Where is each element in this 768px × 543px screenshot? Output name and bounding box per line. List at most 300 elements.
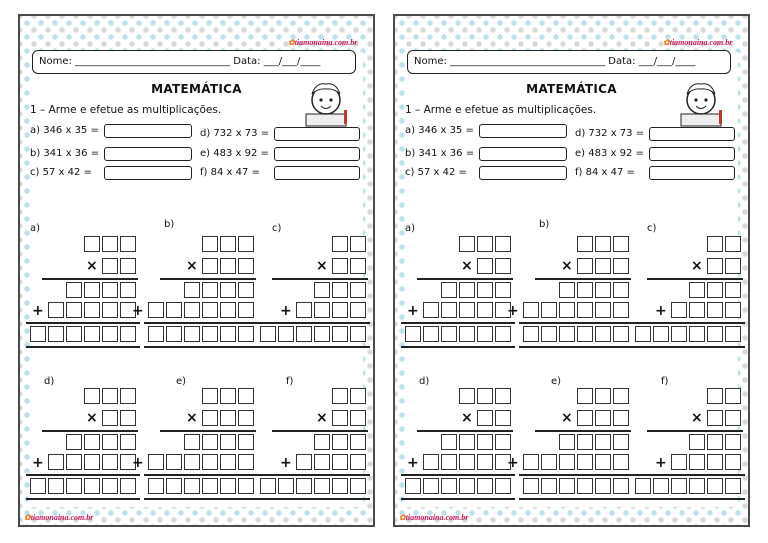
digit-cell[interactable] xyxy=(120,258,136,274)
digit-cell[interactable] xyxy=(541,326,557,342)
grid-label: f) xyxy=(661,376,669,387)
digit-cell[interactable] xyxy=(102,258,118,274)
divider-line xyxy=(26,498,140,500)
digit-cell[interactable] xyxy=(332,434,348,450)
divider-line xyxy=(417,278,513,280)
digit-cell[interactable] xyxy=(559,282,575,298)
digit-cell[interactable] xyxy=(477,454,493,470)
digit-cell[interactable] xyxy=(577,302,593,318)
digit-cell[interactable] xyxy=(495,282,511,298)
digit-cell[interactable] xyxy=(459,454,475,470)
digit-cell[interactable] xyxy=(166,454,182,470)
worksheet-page-right xyxy=(393,14,750,527)
digit-cell[interactable] xyxy=(577,434,593,450)
digit-cell[interactable] xyxy=(238,478,254,494)
digit-cell[interactable] xyxy=(613,236,629,252)
digit-cell[interactable] xyxy=(707,410,723,426)
digit-cell[interactable] xyxy=(332,302,348,318)
digit-cell[interactable] xyxy=(314,454,330,470)
plus-sign: + xyxy=(655,303,667,319)
digit-cell[interactable] xyxy=(707,454,723,470)
digit-cell[interactable] xyxy=(441,478,457,494)
digit-cell[interactable] xyxy=(613,434,629,450)
site-logo-bottom: ✿tiamonaina.com.br xyxy=(399,513,469,522)
site-logo-top: ✿tiamonaina.com.br xyxy=(288,38,358,47)
grid-label: c) xyxy=(647,223,657,234)
digit-cell[interactable] xyxy=(350,388,366,404)
digit-cell[interactable] xyxy=(102,282,118,298)
digit-cell[interactable] xyxy=(595,302,611,318)
digit-cell[interactable] xyxy=(725,434,741,450)
digit-cell[interactable] xyxy=(423,326,439,342)
plus-sign: + xyxy=(407,303,419,319)
digit-cell[interactable] xyxy=(477,236,493,252)
digit-cell[interactable] xyxy=(523,478,539,494)
divider-line xyxy=(144,498,258,500)
divider-line xyxy=(256,474,370,476)
plus-sign: + xyxy=(407,455,419,471)
digit-cell[interactable] xyxy=(459,326,475,342)
digit-cell[interactable] xyxy=(595,478,611,494)
digit-cell[interactable] xyxy=(707,236,723,252)
digit-cell[interactable] xyxy=(495,236,511,252)
digit-cell[interactable] xyxy=(441,282,457,298)
digit-cell[interactable] xyxy=(350,454,366,470)
digit-cell[interactable] xyxy=(559,326,575,342)
digit-cell[interactable] xyxy=(653,478,669,494)
digit-cell[interactable] xyxy=(350,326,366,342)
problem-a: a) 346 x 35 = xyxy=(30,125,99,136)
digit-cell[interactable] xyxy=(220,258,236,274)
digit-cell[interactable] xyxy=(220,434,236,450)
digit-cell[interactable] xyxy=(477,258,493,274)
digit-cell[interactable] xyxy=(459,302,475,318)
answer-box-b[interactable] xyxy=(104,147,192,161)
digit-cell[interactable] xyxy=(595,258,611,274)
digit-cell[interactable] xyxy=(120,478,136,494)
digit-cell[interactable] xyxy=(332,388,348,404)
digit-cell[interactable] xyxy=(120,282,136,298)
digit-cell[interactable] xyxy=(613,282,629,298)
problem-d: d) 732 x 73 = xyxy=(200,128,270,139)
digit-cell[interactable] xyxy=(541,478,557,494)
digit-cell[interactable] xyxy=(220,478,236,494)
digit-cell[interactable] xyxy=(296,454,312,470)
digit-cell[interactable] xyxy=(332,282,348,298)
grid-label: b) xyxy=(539,219,550,230)
plus-sign: + xyxy=(32,455,44,471)
digit-cell[interactable] xyxy=(595,454,611,470)
digit-cell[interactable] xyxy=(202,258,218,274)
answer-box-d[interactable] xyxy=(274,127,360,141)
divider-line xyxy=(519,322,633,324)
answer-box-b[interactable] xyxy=(479,147,567,161)
digit-cell[interactable] xyxy=(577,478,593,494)
divider-line xyxy=(519,498,633,500)
name-label: Nome: xyxy=(414,56,447,67)
digit-cell[interactable] xyxy=(477,388,493,404)
divider-line xyxy=(144,346,258,348)
digit-cell[interactable] xyxy=(314,282,330,298)
digit-cell[interactable] xyxy=(477,478,493,494)
digit-cell[interactable] xyxy=(30,478,46,494)
digit-cell[interactable] xyxy=(84,302,100,318)
digit-cell[interactable] xyxy=(184,302,200,318)
grid-label: d) xyxy=(44,376,55,387)
digit-cell[interactable] xyxy=(84,478,100,494)
digit-cell[interactable] xyxy=(707,478,723,494)
digit-cell[interactable] xyxy=(148,302,164,318)
digit-cell[interactable] xyxy=(707,302,723,318)
digit-cell[interactable] xyxy=(314,302,330,318)
digit-cell[interactable] xyxy=(48,454,64,470)
digit-cell[interactable] xyxy=(595,410,611,426)
digit-cell[interactable] xyxy=(66,454,82,470)
answer-box-a[interactable] xyxy=(479,124,567,138)
digit-cell[interactable] xyxy=(314,434,330,450)
digit-cell[interactable] xyxy=(202,326,218,342)
divider-line xyxy=(144,474,258,476)
digit-cell[interactable] xyxy=(689,302,705,318)
digit-cell[interactable] xyxy=(296,478,312,494)
digit-cell[interactable] xyxy=(725,282,741,298)
answer-box-f[interactable] xyxy=(274,166,360,180)
digit-cell[interactable] xyxy=(613,478,629,494)
digit-cell[interactable] xyxy=(707,282,723,298)
digit-cell[interactable] xyxy=(120,410,136,426)
digit-cell[interactable] xyxy=(102,388,118,404)
answer-box-c[interactable] xyxy=(104,166,192,180)
digit-cell[interactable] xyxy=(66,326,82,342)
digit-cell[interactable] xyxy=(260,478,276,494)
divider-line xyxy=(256,498,370,500)
digit-cell[interactable] xyxy=(184,434,200,450)
answer-box-e[interactable] xyxy=(649,147,735,161)
digit-cell[interactable] xyxy=(541,302,557,318)
digit-cell[interactable] xyxy=(84,454,100,470)
digit-cell[interactable] xyxy=(477,410,493,426)
digit-cell[interactable] xyxy=(459,478,475,494)
digit-cell[interactable] xyxy=(725,454,741,470)
digit-cell[interactable] xyxy=(314,478,330,494)
divider-line xyxy=(26,474,140,476)
digit-cell[interactable] xyxy=(220,236,236,252)
digit-cell[interactable] xyxy=(220,410,236,426)
digit-cell[interactable] xyxy=(477,434,493,450)
divider-line xyxy=(631,498,745,500)
digit-cell[interactable] xyxy=(495,478,511,494)
digit-cell[interactable] xyxy=(120,388,136,404)
digit-cell[interactable] xyxy=(423,478,439,494)
problem-c: c) 57 x 42 = xyxy=(30,167,92,178)
digit-cell[interactable] xyxy=(148,478,164,494)
digit-cell[interactable] xyxy=(577,326,593,342)
digit-cell[interactable] xyxy=(613,410,629,426)
digit-cell[interactable] xyxy=(332,326,348,342)
digit-cell[interactable] xyxy=(202,410,218,426)
digit-cell[interactable] xyxy=(577,410,593,426)
digit-cell[interactable] xyxy=(202,434,218,450)
digit-cell[interactable] xyxy=(577,258,593,274)
digit-cell[interactable] xyxy=(120,434,136,450)
digit-cell[interactable] xyxy=(523,302,539,318)
digit-cell[interactable] xyxy=(238,454,254,470)
digit-cell[interactable] xyxy=(48,326,64,342)
digit-cell[interactable] xyxy=(202,302,218,318)
digit-cell[interactable] xyxy=(495,410,511,426)
digit-cell[interactable] xyxy=(166,478,182,494)
digit-cell[interactable] xyxy=(441,434,457,450)
digit-cell[interactable] xyxy=(495,434,511,450)
plus-sign: + xyxy=(655,455,667,471)
divider-line xyxy=(272,278,368,280)
grid-label: a) xyxy=(30,223,41,234)
digit-cell[interactable] xyxy=(707,258,723,274)
digit-cell[interactable] xyxy=(405,478,421,494)
digit-cell[interactable] xyxy=(350,258,366,274)
digit-cell[interactable] xyxy=(613,258,629,274)
digit-cell[interactable] xyxy=(350,236,366,252)
digit-cell[interactable] xyxy=(84,236,100,252)
digit-cell[interactable] xyxy=(166,326,182,342)
problem-b: b) 341 x 36 = xyxy=(30,148,100,159)
digit-cell[interactable] xyxy=(220,282,236,298)
digit-cell[interactable] xyxy=(120,236,136,252)
digit-cell[interactable] xyxy=(220,388,236,404)
digit-cell[interactable] xyxy=(671,478,687,494)
digit-cell[interactable] xyxy=(296,326,312,342)
digit-cell[interactable] xyxy=(725,326,741,342)
digit-cell[interactable] xyxy=(238,326,254,342)
digit-cell[interactable] xyxy=(260,326,276,342)
date-line: ___/___/____ xyxy=(638,56,696,67)
digit-cell[interactable] xyxy=(707,388,723,404)
digit-cell[interactable] xyxy=(595,326,611,342)
digit-cell[interactable] xyxy=(559,434,575,450)
digit-cell[interactable] xyxy=(238,258,254,274)
digit-cell[interactable] xyxy=(148,454,164,470)
digit-cell[interactable] xyxy=(238,434,254,450)
digit-cell[interactable] xyxy=(423,454,439,470)
digit-cell[interactable] xyxy=(296,302,312,318)
child-cartoon-icon xyxy=(671,74,731,134)
digit-cell[interactable] xyxy=(441,326,457,342)
digit-cell[interactable] xyxy=(541,454,557,470)
answer-box-c[interactable] xyxy=(479,166,567,180)
divider-line xyxy=(160,430,256,432)
divider-line xyxy=(519,346,633,348)
digit-cell[interactable] xyxy=(613,388,629,404)
digit-cell[interactable] xyxy=(102,302,118,318)
digit-cell[interactable] xyxy=(238,236,254,252)
digit-cell[interactable] xyxy=(102,236,118,252)
digit-cell[interactable] xyxy=(238,388,254,404)
digit-cell[interactable] xyxy=(671,326,687,342)
problem-e: e) 483 x 92 = xyxy=(575,148,644,159)
digit-cell[interactable] xyxy=(595,388,611,404)
digit-cell[interactable] xyxy=(184,326,200,342)
digit-cell[interactable] xyxy=(559,454,575,470)
digit-cell[interactable] xyxy=(48,478,64,494)
digit-cell[interactable] xyxy=(689,478,705,494)
digit-cell[interactable] xyxy=(441,454,457,470)
digit-cell[interactable] xyxy=(102,326,118,342)
digit-cell[interactable] xyxy=(725,258,741,274)
digit-cell[interactable] xyxy=(577,454,593,470)
digit-cell[interactable] xyxy=(84,388,100,404)
digit-cell[interactable] xyxy=(102,478,118,494)
digit-cell[interactable] xyxy=(202,478,218,494)
digit-cell[interactable] xyxy=(689,454,705,470)
digit-cell[interactable] xyxy=(689,326,705,342)
name-line: _______________________________ xyxy=(450,56,606,67)
digit-cell[interactable] xyxy=(635,326,651,342)
digit-cell[interactable] xyxy=(495,388,511,404)
digit-cell[interactable] xyxy=(559,302,575,318)
digit-cell[interactable] xyxy=(707,434,723,450)
digit-cell[interactable] xyxy=(725,478,741,494)
digit-cell[interactable] xyxy=(220,326,236,342)
divider-line xyxy=(401,498,515,500)
digit-cell[interactable] xyxy=(238,282,254,298)
digit-cell[interactable] xyxy=(120,326,136,342)
digit-cell[interactable] xyxy=(314,326,330,342)
digit-cell[interactable] xyxy=(350,434,366,450)
digit-cell[interactable] xyxy=(48,302,64,318)
digit-cell[interactable] xyxy=(707,326,723,342)
problem-b: b) 341 x 36 = xyxy=(405,148,475,159)
grid-label: c) xyxy=(272,223,282,234)
digit-cell[interactable] xyxy=(595,434,611,450)
problem-e: e) 483 x 92 = xyxy=(200,148,269,159)
digit-cell[interactable] xyxy=(595,236,611,252)
digit-cell[interactable] xyxy=(577,282,593,298)
digit-cell[interactable] xyxy=(725,388,741,404)
times-sign: × xyxy=(186,258,198,274)
grid-label: f) xyxy=(286,376,294,387)
digit-cell[interactable] xyxy=(238,302,254,318)
digit-cell[interactable] xyxy=(184,478,200,494)
digit-cell[interactable] xyxy=(350,478,366,494)
answer-box-f[interactable] xyxy=(649,166,735,180)
digit-cell[interactable] xyxy=(405,326,421,342)
digit-cell[interactable] xyxy=(332,410,348,426)
digit-cell[interactable] xyxy=(350,410,366,426)
digit-cell[interactable] xyxy=(495,326,511,342)
digit-cell[interactable] xyxy=(84,326,100,342)
digit-cell[interactable] xyxy=(148,326,164,342)
digit-cell[interactable] xyxy=(66,434,82,450)
digit-cell[interactable] xyxy=(725,236,741,252)
digit-cell[interactable] xyxy=(332,478,348,494)
digit-cell[interactable] xyxy=(689,434,705,450)
digit-cell[interactable] xyxy=(523,326,539,342)
name-date-box xyxy=(32,50,356,74)
digit-cell[interactable] xyxy=(66,478,82,494)
digit-cell[interactable] xyxy=(595,282,611,298)
digit-cell[interactable] xyxy=(220,302,236,318)
digit-cell[interactable] xyxy=(102,454,118,470)
digit-cell[interactable] xyxy=(725,410,741,426)
times-sign: × xyxy=(691,410,703,426)
problem-f: f) 84 x 47 = xyxy=(575,167,635,178)
answer-box-e[interactable] xyxy=(274,147,360,161)
answer-box-a[interactable] xyxy=(104,124,192,138)
page-title: MATEMÁTICA xyxy=(526,82,617,96)
digit-cell[interactable] xyxy=(577,388,593,404)
digit-cell[interactable] xyxy=(653,326,669,342)
digit-cell[interactable] xyxy=(184,282,200,298)
digit-cell[interactable] xyxy=(459,434,475,450)
digit-cell[interactable] xyxy=(332,258,348,274)
digit-cell[interactable] xyxy=(477,282,493,298)
digit-cell[interactable] xyxy=(184,454,200,470)
problem-f: f) 84 x 47 = xyxy=(200,167,260,178)
digit-cell[interactable] xyxy=(725,302,741,318)
digit-cell[interactable] xyxy=(350,302,366,318)
digit-cell[interactable] xyxy=(477,326,493,342)
digit-cell[interactable] xyxy=(459,282,475,298)
digit-cell[interactable] xyxy=(671,454,687,470)
answer-box-d[interactable] xyxy=(649,127,735,141)
digit-cell[interactable] xyxy=(423,302,439,318)
times-sign: × xyxy=(86,258,98,274)
digit-cell[interactable] xyxy=(350,282,366,298)
digit-cell[interactable] xyxy=(202,388,218,404)
digit-cell[interactable] xyxy=(278,326,294,342)
digit-cell[interactable] xyxy=(635,478,651,494)
digit-cell[interactable] xyxy=(577,236,593,252)
digit-cell[interactable] xyxy=(689,282,705,298)
digit-cell[interactable] xyxy=(613,326,629,342)
digit-cell[interactable] xyxy=(238,410,254,426)
digit-cell[interactable] xyxy=(523,454,539,470)
digit-cell[interactable] xyxy=(84,282,100,298)
digit-cell[interactable] xyxy=(459,236,475,252)
divider-line xyxy=(631,322,745,324)
digit-cell[interactable] xyxy=(332,454,348,470)
digit-cell[interactable] xyxy=(613,302,629,318)
digit-cell[interactable] xyxy=(495,258,511,274)
digit-cell[interactable] xyxy=(202,236,218,252)
digit-cell[interactable] xyxy=(166,302,182,318)
digit-cell[interactable] xyxy=(66,302,82,318)
problem-c: c) 57 x 42 = xyxy=(405,167,467,178)
digit-cell[interactable] xyxy=(477,302,493,318)
digit-cell[interactable] xyxy=(202,454,218,470)
digit-cell[interactable] xyxy=(332,236,348,252)
digit-cell[interactable] xyxy=(278,478,294,494)
digit-cell[interactable] xyxy=(202,282,218,298)
digit-cell[interactable] xyxy=(30,326,46,342)
divider-line xyxy=(160,278,256,280)
divider-line xyxy=(401,322,515,324)
divider-line xyxy=(272,430,368,432)
plus-sign: + xyxy=(507,303,519,319)
digit-cell[interactable] xyxy=(459,388,475,404)
digit-cell[interactable] xyxy=(84,434,100,450)
digit-cell[interactable] xyxy=(66,282,82,298)
digit-cell[interactable] xyxy=(102,434,118,450)
digit-cell[interactable] xyxy=(671,302,687,318)
digit-cell[interactable] xyxy=(613,454,629,470)
digit-cell[interactable] xyxy=(559,478,575,494)
digit-cell[interactable] xyxy=(220,454,236,470)
digit-cell[interactable] xyxy=(102,410,118,426)
plus-sign: + xyxy=(132,303,144,319)
problem-d: d) 732 x 73 = xyxy=(575,128,645,139)
digit-cell[interactable] xyxy=(441,302,457,318)
